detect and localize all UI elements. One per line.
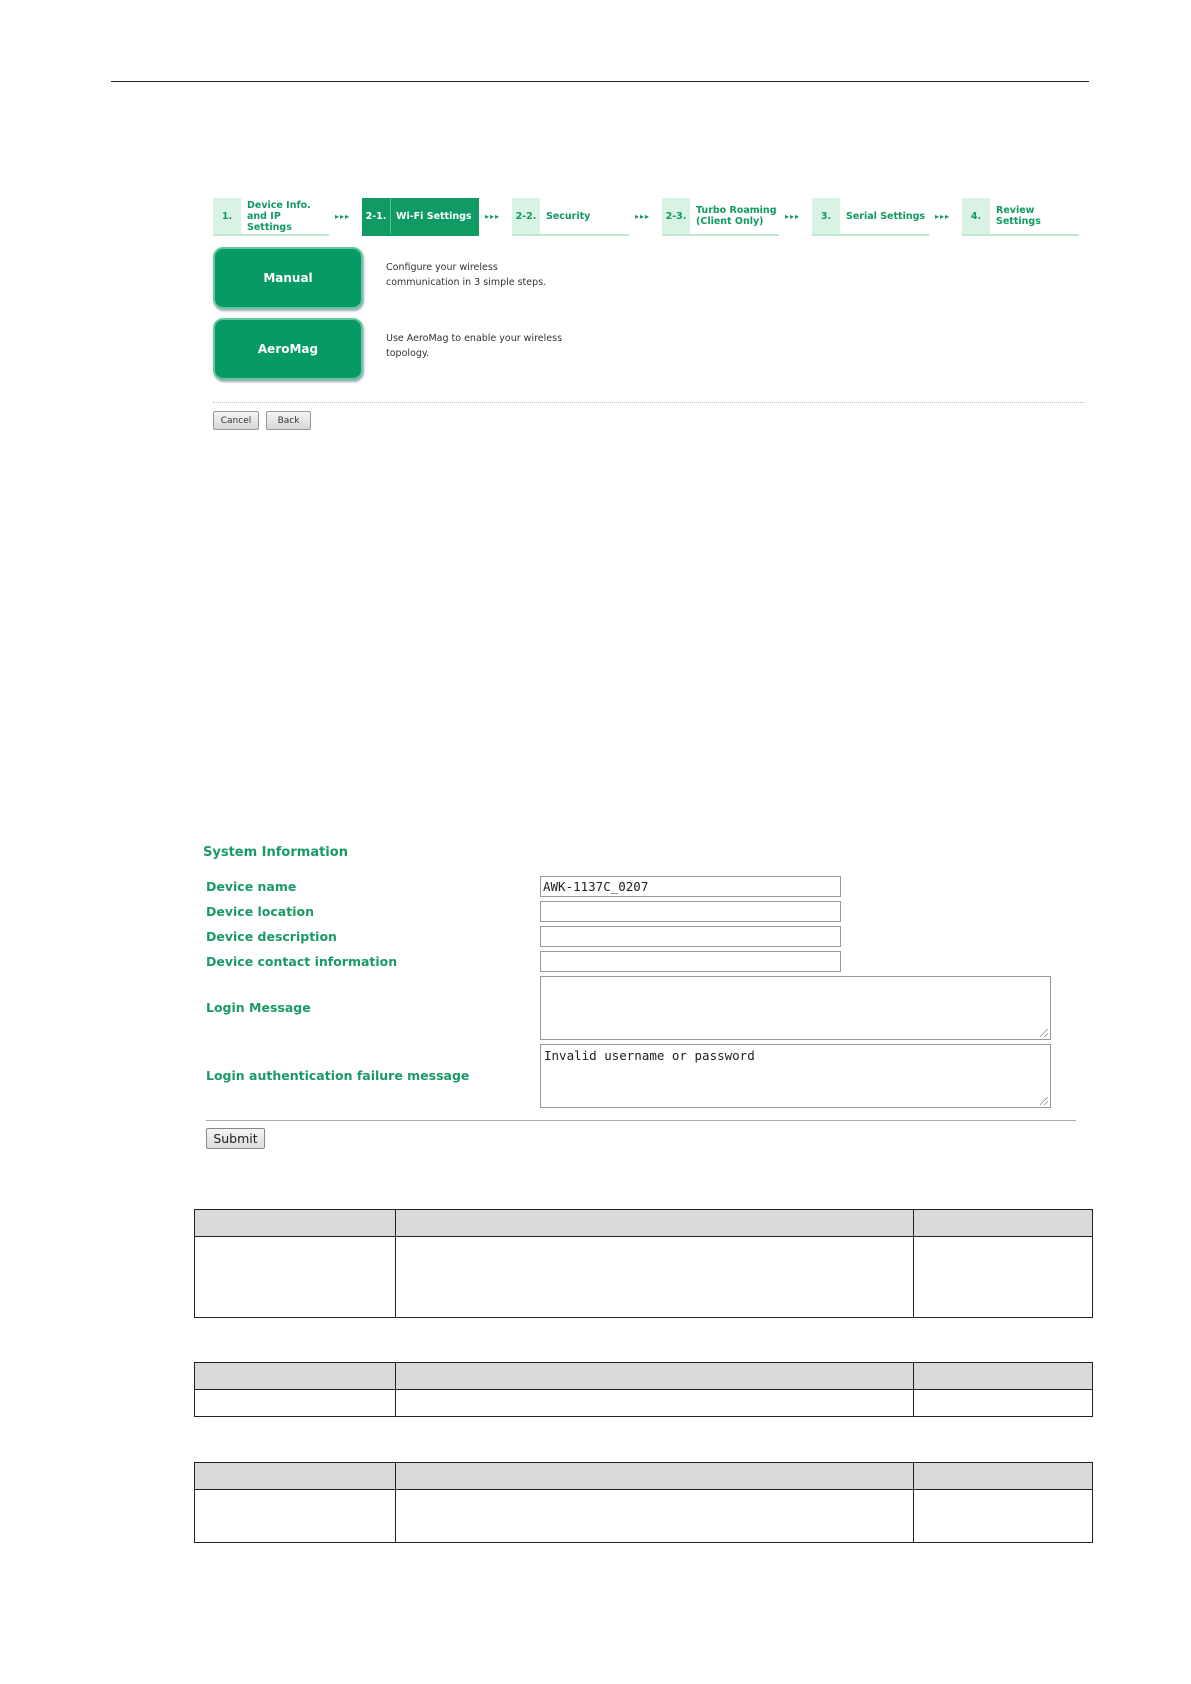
step-label: Review Settings [996, 205, 1041, 227]
device-description-input[interactable] [540, 926, 841, 947]
step-number: 4. [962, 198, 990, 234]
form-divider [206, 1120, 1076, 1121]
step-arrows-icon: ▸▸▸ [485, 211, 501, 221]
table-row [195, 1237, 1093, 1318]
table-cell [914, 1490, 1093, 1543]
device-description-label: Device description [206, 929, 337, 944]
step-label: Device Info. and IP Settings [247, 199, 311, 233]
table-cell [396, 1237, 914, 1318]
device-contact-input[interactable] [540, 951, 841, 972]
step-label: Turbo Roaming (Client Only) [696, 205, 777, 227]
section-title: System Information [203, 845, 348, 860]
manual-button[interactable]: Manual [213, 247, 363, 309]
step-number: 2-2. [512, 198, 540, 234]
step-number: 2-3. [662, 198, 690, 234]
manual-description: Configure your wireless communication in 3 simple steps. [386, 262, 547, 288]
submit-button[interactable]: Submit [206, 1128, 265, 1149]
table-3 [194, 1462, 1093, 1543]
table-cell [914, 1463, 1093, 1490]
table-header-row [195, 1463, 1093, 1490]
step-arrows-icon: ▸▸▸ [635, 211, 651, 221]
step-label: Wi-Fi Settings [396, 210, 472, 222]
table-cell [396, 1390, 914, 1417]
wizard-step-security[interactable] [512, 198, 629, 236]
table-cell [396, 1210, 914, 1237]
login-failure-value: Invalid username or password [544, 1048, 755, 1063]
table-cell [195, 1363, 396, 1390]
aeromag-description: Use AeroMag to enable your wireless topology. [386, 333, 563, 359]
wizard-step-wifi-settings[interactable] [362, 198, 479, 236]
step-label: Security [546, 210, 591, 222]
table-cell [396, 1463, 914, 1490]
resize-grip-icon[interactable] [1040, 1029, 1048, 1037]
table-cell [195, 1237, 396, 1318]
table-row [195, 1390, 1093, 1417]
step-label: Serial Settings [846, 210, 926, 222]
table-header-row [195, 1210, 1093, 1237]
step-number: 1. [213, 198, 241, 234]
login-message-textarea[interactable] [540, 976, 1051, 1040]
aeromag-button[interactable]: AeroMag [213, 318, 363, 380]
resize-grip-icon[interactable] [1040, 1097, 1048, 1105]
step-number: 2-1. [362, 198, 391, 234]
table-cell [914, 1210, 1093, 1237]
device-location-label: Device location [206, 904, 314, 919]
table-cell [195, 1463, 396, 1490]
table-cell [914, 1390, 1093, 1417]
wizard-step-device-info[interactable] [213, 198, 329, 236]
step-arrows-icon: ▸▸▸ [785, 211, 801, 221]
device-location-input[interactable] [540, 901, 841, 922]
login-failure-textarea[interactable] [540, 1044, 1051, 1108]
table-cell [914, 1237, 1093, 1318]
device-contact-label: Device contact information [206, 954, 398, 969]
step-arrows-icon: ▸▸▸ [935, 211, 951, 221]
table-row [195, 1490, 1093, 1543]
table-cell [195, 1210, 396, 1237]
table-header-row [195, 1363, 1093, 1390]
table-2 [194, 1362, 1093, 1417]
wizard-steps [213, 198, 1083, 236]
wizard-step-turbo-roaming[interactable] [662, 198, 779, 236]
table-cell [195, 1490, 396, 1543]
wizard-step-serial-settings[interactable] [812, 198, 929, 236]
step-number: 3. [812, 198, 840, 234]
login-failure-label: Login authentication failure message [206, 1068, 470, 1083]
table-cell [914, 1363, 1093, 1390]
table-cell [396, 1363, 914, 1390]
cancel-button[interactable]: Cancel [213, 411, 259, 430]
back-button[interactable]: Back [266, 411, 311, 430]
page-top-rule [111, 81, 1089, 82]
login-message-label: Login Message [206, 1000, 311, 1015]
wizard-step-review-settings[interactable] [962, 198, 1079, 236]
table-cell [396, 1490, 914, 1543]
device-name-input[interactable]: AWK-1137C_0207 [540, 876, 841, 897]
divider [213, 402, 1085, 403]
table-1 [194, 1209, 1093, 1318]
table-cell [195, 1390, 396, 1417]
device-name-label: Device name [206, 879, 297, 894]
step-arrows-icon: ▸▸▸ [335, 211, 351, 221]
